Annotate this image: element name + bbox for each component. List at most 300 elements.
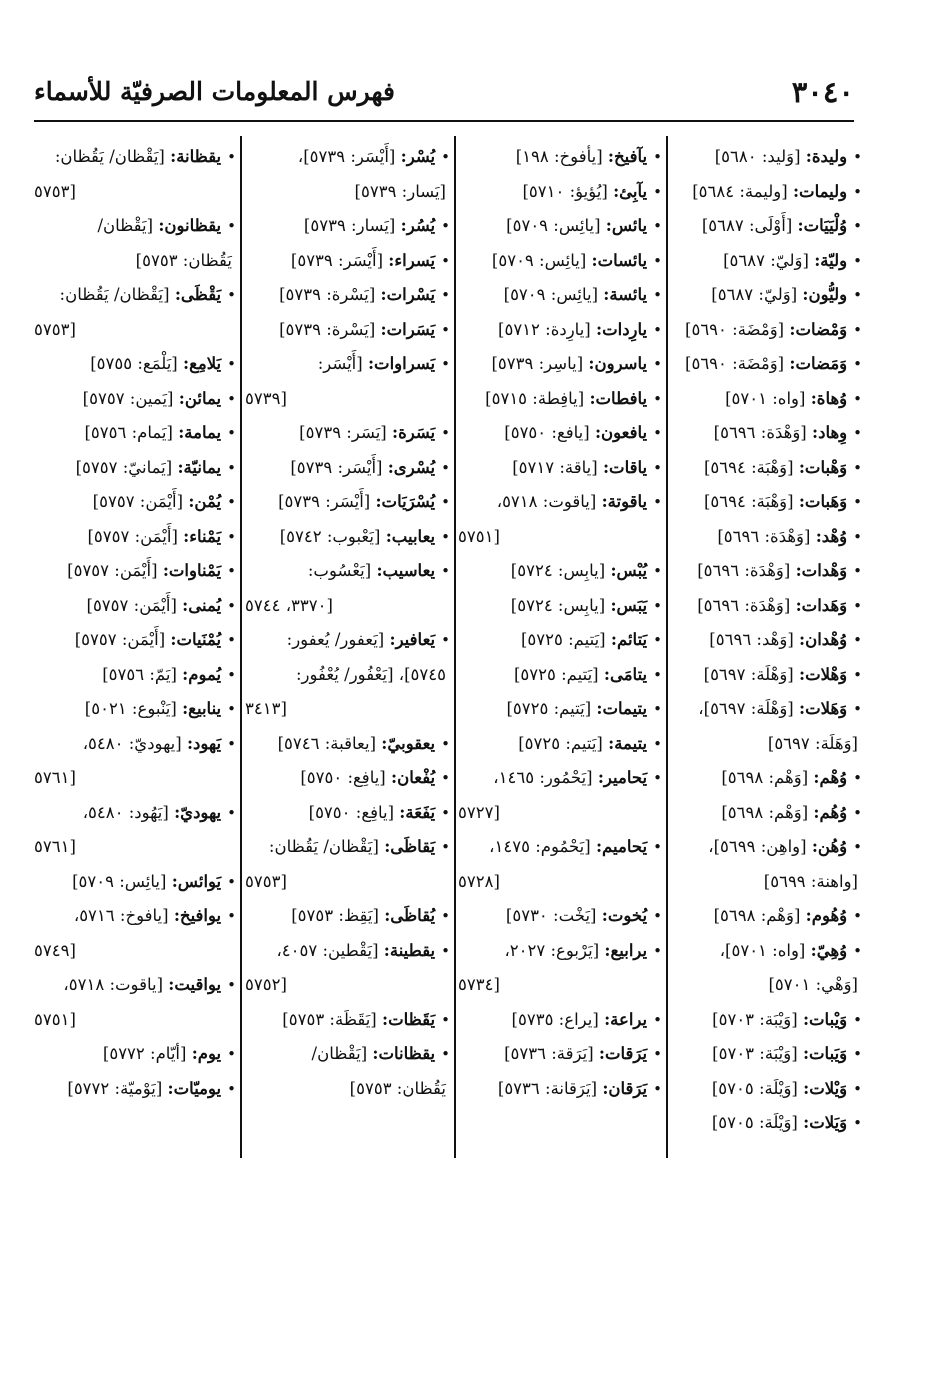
entry-term: يُخوت: (601, 906, 648, 925)
entry-term: وليُّون: (802, 285, 848, 304)
entry-term: يَقْظَى: (174, 285, 222, 304)
entry-term: يُفْعان: (391, 768, 436, 787)
entry-term: يعاسيب: (376, 561, 436, 580)
index-entry (34, 209, 236, 244)
bullet-icon: • (653, 182, 662, 201)
entry-reference: [وَهْم: ٥٦٩٨] (713, 906, 801, 925)
bullet-icon: • (227, 1079, 236, 1098)
entry-term: يَعافير: (389, 630, 436, 649)
entry-term: يَتائم: (610, 630, 648, 649)
entry-reference: [يَعفور/ يُعفور: (286, 630, 385, 649)
entry-reference: [وَمْضَة: ٥٦٩٠] (685, 354, 785, 373)
entry-reference: [أَيْمَن: ٥٧٥٧] (92, 492, 184, 511)
index-entry (458, 485, 662, 520)
index-entry (458, 692, 662, 727)
entry-reference: [يائِس: ٥٧٠٩] (503, 285, 599, 304)
entry-reference: [يَمانيّ: ٥٧٥٧] (75, 457, 173, 477)
entry-term: يمانيّة: (177, 457, 222, 477)
bullet-icon: • (441, 493, 450, 511)
entry-reference: [أَيْمَن: ٥٧٥٧] (74, 630, 166, 649)
index-entry (670, 244, 862, 279)
entry-term: يَسراوات: (367, 354, 436, 373)
bullet-icon: • (653, 458, 662, 477)
index-entry (670, 416, 862, 451)
bullet-icon: • (653, 424, 662, 442)
bullet-icon: • (853, 527, 862, 546)
bullet-icon: • (441, 907, 450, 925)
index-entry (670, 175, 862, 210)
entry-reference: [وَيْبَة: ٥٧٠٣] (712, 1009, 798, 1029)
entry-reference: [وَليد: ٥٦٨٠] (714, 147, 801, 166)
bullet-icon: • (441, 1045, 450, 1063)
entry-term: يَوائس: (171, 871, 222, 891)
entry-term: يائس: (605, 216, 648, 235)
entry-reference: [يَوْميّة: ٥٧٧٢] (67, 1078, 163, 1098)
entry-term: يقظانة: (170, 147, 222, 166)
entry-term: يوميّات: (167, 1078, 222, 1098)
entry-reference: [وَيْبَة: ٥٧٠٣] (712, 1044, 798, 1063)
entry-term: يَسْرات: (380, 285, 436, 304)
bullet-icon: • (441, 769, 450, 787)
entry-reference: [يَسْرة: ٥٧٣٩] (279, 285, 376, 304)
bullet-icon: • (441, 320, 450, 339)
entry-continuation: ٥٧٦١] (34, 768, 76, 787)
entry-term: وليمات: (792, 181, 848, 201)
entry-reference: [يهوديّ: ٥٤٨٠، (82, 733, 182, 753)
bullet-icon: • (853, 493, 862, 511)
entry-term: يَسَرات: (380, 319, 436, 339)
index-entry (34, 968, 236, 1003)
bullet-icon: • (653, 1010, 662, 1029)
entry-reference: [يَتيم: ٥٧٢٥] (520, 630, 606, 649)
entry-term: وليّة: (814, 250, 848, 270)
entry-reference: [يافع: ٥٧٥٠] (504, 423, 590, 442)
entry-term: يائسة: (603, 285, 648, 304)
entry-term: يائسات: (591, 250, 648, 270)
entry-reference: [يارِدة: ٥٧١٢] (498, 319, 591, 339)
bullet-icon: • (853, 182, 862, 201)
index-entry (245, 520, 450, 555)
column-divider (666, 136, 668, 1158)
entry-term: يقطينة: (383, 940, 436, 960)
bullet-icon: • (653, 665, 662, 684)
entry-term: وَهَدات: (795, 595, 848, 615)
index-entry (670, 451, 862, 486)
entry-term: ياقات: (602, 457, 648, 477)
entry-term: يَقَظات: (382, 1009, 436, 1029)
entry-reference: [أيّام: ٥٧٧٢] (102, 1044, 187, 1063)
index-column-3 (245, 140, 450, 1150)
entry-term: يقظانون: (158, 216, 222, 235)
entry-reference: [يعاقبة: ٥٧٤٦] (277, 733, 377, 753)
entry-term: وَمْضات: (789, 319, 848, 339)
bullet-icon: • (227, 907, 236, 925)
index-entry (34, 658, 236, 693)
bullet-icon: • (853, 665, 862, 684)
index-entry (245, 796, 450, 831)
bullet-icon: • (853, 1114, 862, 1132)
index-column-4 (34, 140, 236, 1150)
entry-reference: [أَيْمَن: ٥٧٥٧] (87, 526, 178, 546)
index-entry (458, 347, 662, 382)
index-entry (34, 796, 236, 831)
index-entry (34, 382, 236, 417)
entry-term: يَرَقات: (598, 1044, 648, 1063)
index-entry (458, 209, 662, 244)
entry-reference: [يَرْبوع: ٢٠٢٧، (504, 940, 600, 960)
bullet-icon: • (853, 458, 862, 477)
index-entry (245, 140, 450, 175)
bullet-icon: • (653, 838, 662, 856)
index-entry (34, 416, 236, 451)
entry-term: يتامَى: (603, 664, 648, 684)
bullet-icon: • (853, 838, 862, 856)
index-entry (34, 623, 236, 658)
index-entry (458, 1072, 662, 1107)
entry-continuation: [وَهْي: ٥٧٠١] (768, 975, 858, 994)
entry-reference: [أَيْسَر: ٥٧٣٩] (278, 492, 371, 511)
index-entry (245, 416, 450, 451)
index-entry (34, 278, 236, 313)
index-entry (458, 1003, 662, 1038)
index-entry (245, 830, 450, 865)
entry-reference: [يَقِظ: ٥٧٥٣] (291, 906, 379, 925)
entry-term: يُسْرى: (387, 457, 436, 477)
index-entry (670, 313, 862, 348)
entry-reference: [يَقْظان/ يَقُظان: (54, 147, 165, 166)
column-divider (454, 136, 456, 1158)
bullet-icon: • (653, 769, 662, 787)
entry-reference: [يَسْرة: ٥٧٣٩] (279, 319, 376, 339)
index-entry (670, 554, 862, 589)
index-entry (670, 1037, 862, 1072)
entry-reference: [وَهْدَة: ٥٦٩٦] (717, 526, 811, 546)
bullet-icon: • (853, 424, 862, 442)
entry-term: يُسُر: (400, 216, 436, 235)
entry-reference: [يَقْظان/ يَقُظان: (59, 285, 170, 304)
entry-term: وَيْلات: (803, 1078, 848, 1098)
entry-continuation: ٥٧٢٨] (458, 871, 500, 891)
entry-term: وُهْد: (815, 526, 848, 546)
index-entry (458, 416, 662, 451)
bullet-icon: • (441, 424, 450, 442)
entry-term: يُسْر: (400, 147, 436, 166)
entry-continuation: ٥٧٥١] (458, 526, 500, 546)
entry-term: وُهْم: (813, 768, 848, 787)
entry-reference: [وَهْد: ٥٦٩٦] (709, 630, 794, 649)
entry-reference: [وَهْم: ٥٦٩٨] (721, 802, 809, 822)
entry-term: وُهُوم: (805, 906, 848, 925)
entry-reference: [واه: ٥٧٠١] (725, 388, 806, 408)
page-title: فهرس المعلومات الصرفيّة للأسماء (34, 77, 395, 106)
index-entry (458, 175, 662, 210)
entry-reference: [يَعْسُوب: (307, 561, 372, 580)
entry-continuation: ٥٧٤٩] (34, 940, 76, 960)
entry-term: وِهاد: (812, 423, 848, 442)
bullet-icon: • (227, 562, 236, 580)
entry-term: يَمْناء: (183, 526, 222, 546)
entry-reference: [يائِس: ٥٧٠٩] (72, 871, 167, 891)
entry-term: وَيَلات: (803, 1113, 848, 1132)
entry-reference: [ياقوت: ٥٧١٨، (63, 975, 164, 994)
entry-reference: [يَخْت: ٥٧٣٠] (505, 906, 597, 925)
bullet-icon: • (653, 562, 662, 580)
bullet-icon: • (441, 527, 450, 546)
entry-reference: [يَرَقة: ٥٧٣٦] (504, 1044, 594, 1063)
bullet-icon: • (853, 941, 862, 960)
entry-term: وَهَلات: (799, 699, 848, 718)
bullet-icon: • (441, 355, 450, 373)
column-divider (240, 136, 242, 1158)
index-entry (670, 140, 862, 175)
bullet-icon: • (441, 286, 450, 304)
bullet-icon: • (853, 596, 862, 615)
entry-term: يَحامير: (597, 768, 648, 787)
entry-term: يافعون: (594, 423, 648, 442)
index-entry (34, 485, 236, 520)
entry-reference: [يَرَقانة: ٥٧٣٦] (497, 1078, 598, 1098)
entry-continuation: ٥٧٥١] (34, 1009, 76, 1029)
entry-reference: [وَهْبَة: ٥٦٩٤] (703, 492, 794, 511)
entry-reference: [ياقوت: ٥٧١٨، (496, 492, 597, 511)
index-entry (245, 209, 450, 244)
entry-term: يواقيت: (168, 975, 222, 994)
index-entry (458, 623, 662, 658)
index-entry (458, 554, 662, 589)
entry-continuation: ٥٧٥٣] (245, 871, 287, 891)
entry-reference: [يافِع: ٥٧٥٠] (300, 768, 386, 787)
index-entry (458, 899, 662, 934)
bullet-icon: • (853, 769, 862, 787)
entry-term: يَلامِع: (182, 354, 222, 373)
bullet-icon: • (441, 562, 450, 580)
entry-term: وَيَبات: (802, 1044, 848, 1063)
entry-term: يرابيع: (604, 940, 648, 960)
index-entry (670, 830, 862, 865)
entry-term: ينابيع: (182, 699, 222, 718)
entry-continuation: ٣٤١٣] (245, 699, 287, 718)
entry-continuation: ٥٧٣٩] (245, 388, 287, 408)
page-number: ٣٠٤٠ (791, 75, 854, 109)
index-entry (458, 140, 662, 175)
entry-reference: [وَمْضَة: ٥٦٩٠] (685, 319, 785, 339)
entry-continuation: ٥٧٥٣] (34, 319, 76, 339)
bullet-icon: • (441, 941, 450, 960)
index-entry (34, 140, 236, 175)
bullet-icon: • (653, 1079, 662, 1098)
index-entry (670, 623, 862, 658)
index-entry (670, 1072, 862, 1107)
bullet-icon: • (653, 1045, 662, 1063)
entry-term: يقظانات: (372, 1044, 436, 1063)
entry-term: وُهُن: (811, 837, 848, 856)
entry-reference: [واهِن: ٥٦٩٩]، (708, 837, 807, 856)
index-entry (245, 347, 450, 382)
bullet-icon: • (227, 389, 236, 408)
index-entry (670, 209, 862, 244)
bullet-icon: • (441, 631, 450, 649)
entry-reference: [أَيْسَر: (317, 354, 363, 373)
index-column-1 (670, 140, 862, 1150)
bullet-icon: • (653, 251, 662, 270)
bullet-icon: • (853, 631, 862, 649)
entry-term: يراعة: (604, 1009, 648, 1029)
index-entry (458, 589, 662, 624)
bullet-icon: • (441, 1010, 450, 1029)
index-entry (458, 761, 662, 796)
index-entry (245, 727, 450, 762)
index-entry (458, 382, 662, 417)
index-entry (34, 554, 236, 589)
index-entry (458, 244, 662, 279)
index-entry (34, 865, 236, 900)
entry-term: يَفَعَة: (399, 802, 436, 822)
index-entry (670, 1106, 862, 1141)
entry-term: يهوديّ: (174, 802, 222, 822)
entry-term: يَبَس: (610, 595, 648, 615)
entry-term: يَرَقان: (602, 1078, 648, 1098)
bullet-icon: • (227, 424, 236, 442)
entry-term: وَيْبات: (802, 1009, 848, 1029)
index-entry (670, 382, 862, 417)
entry-term: وُهُم: (813, 802, 848, 822)
entry-reference: [يَعْبوب: ٥٧٤٢] (279, 526, 381, 546)
entry-reference: [يَتيم: ٥٧٢٥] (506, 699, 592, 718)
bullet-icon: • (227, 493, 236, 511)
entry-continuation: ٥٧٥٣] (34, 181, 76, 201)
index-entry (34, 589, 236, 624)
entry-reference: [ياقة: ٥٧١٧] (512, 457, 598, 477)
bullet-icon: • (227, 527, 236, 546)
entry-reference: [يأفوخ: ١٩٨] (515, 147, 603, 166)
index-entry (670, 692, 862, 727)
index-entry (670, 934, 862, 969)
index-entry (34, 1037, 236, 1072)
entry-term: يَسراء: (388, 250, 436, 270)
entry-term: وُلْيَيَات: (797, 216, 848, 235)
entry-term: يَسَرة: (391, 423, 436, 442)
entry-reference: [يَحْمُور: ١٤٦٥، (493, 768, 593, 787)
entry-reference: [يَقْظان/ يَقُظان: (268, 837, 379, 856)
entry-reference: [يَسار: ٥٧٣٩] (303, 216, 396, 235)
index-entry (34, 899, 236, 934)
entry-continuation: ٥٧٣٤] (458, 975, 500, 994)
header-rule (34, 120, 854, 122)
bullet-icon: • (853, 286, 862, 304)
index-entry (34, 1072, 236, 1107)
entry-term: يتيمات: (596, 699, 648, 718)
bullet-icon: • (653, 493, 662, 511)
bullet-icon: • (227, 596, 236, 615)
index-entry (670, 485, 862, 520)
entry-term: يعابيب: (385, 526, 436, 546)
entry-continuation: ٥٧٤٥]، [يَعْفُور/ يُعْفُور: (295, 664, 446, 684)
entry-reference: [أَوْلَى: ٥٦٨٧] (701, 216, 793, 235)
entry-reference: [وَهْدَة: ٥٦٩٦] (697, 595, 791, 615)
entry-reference: [وَيْلَة: ٥٧٠٥] (711, 1113, 798, 1132)
entry-term: وَهْبات: (798, 457, 848, 477)
bullet-icon: • (441, 734, 450, 753)
entry-term: يَهود: (186, 733, 222, 753)
bullet-icon: • (653, 217, 662, 235)
bullet-icon: • (441, 803, 450, 822)
bullet-icon: • (653, 700, 662, 718)
bullet-icon: • (227, 734, 236, 753)
bullet-icon: • (853, 1045, 862, 1063)
bullet-icon: • (853, 562, 862, 580)
entry-term: وَهَبات: (798, 492, 848, 511)
index-entry (670, 761, 862, 796)
entry-term: ياقوتة: (601, 492, 648, 511)
entry-reference: [وَهْم: ٥٦٩٨] (721, 768, 809, 787)
bullet-icon: • (653, 631, 662, 649)
entry-term: يوم: (191, 1044, 222, 1063)
index-entry (458, 313, 662, 348)
entry-reference: [يَمام: ٥٧٥٦] (84, 423, 173, 442)
entry-reference: [يَتيم: ٥٧٢٥] (513, 664, 599, 684)
entry-term: وُهاة: (810, 388, 848, 408)
index-entry (245, 485, 450, 520)
index-entry (670, 899, 862, 934)
index-entry (245, 899, 450, 934)
entry-reference: [وَليّ: ٥٦٨٧] (711, 285, 798, 304)
bullet-icon: • (853, 1079, 862, 1098)
index-entry (670, 347, 862, 382)
entry-reference: [وَليّ: ٥٦٨٧] (723, 250, 809, 270)
bullet-icon: • (653, 941, 662, 960)
entry-reference: [يَتيم: ٥٧٢٥] (518, 733, 603, 753)
entry-continuation: ٣٣٧٠، ٥٧٤٤] (245, 595, 333, 615)
entry-reference: [وليمة: ٥٦٨٤] (692, 181, 788, 201)
entry-continuation: ٥٧٥٢] (245, 975, 287, 994)
index-entry (34, 347, 236, 382)
entry-reference: [يَنْبوع: ٥٠٢١] (84, 699, 177, 718)
index-entry (670, 589, 862, 624)
index-entry (458, 934, 662, 969)
bullet-icon: • (853, 803, 862, 822)
bullet-icon: • (227, 803, 236, 822)
bullet-icon: • (441, 251, 450, 270)
entry-reference: [يَقْظان/ (97, 216, 154, 235)
entry-term: يُبْس: (610, 561, 648, 580)
bullet-icon: • (227, 872, 236, 891)
entry-term: يَمْناوات: (162, 561, 222, 580)
bullet-icon: • (653, 596, 662, 615)
entry-term: يَقاظَى: (384, 837, 436, 856)
entry-reference: [أَيْسَر: ٥٧٣٩] (290, 250, 384, 270)
index-entry (245, 623, 450, 658)
entry-reference: [أَيْمَن: ٥٧٥٧] (67, 561, 158, 580)
entry-term: وليدة: (805, 147, 848, 166)
entry-term: وَهْدات: (795, 561, 848, 580)
bullet-icon: • (227, 1045, 236, 1063)
entry-term: وُهِيّ: (810, 940, 848, 960)
entry-reference: [وَيْلَة: ٥٧٠٥] (711, 1078, 798, 1098)
bullet-icon: • (853, 907, 862, 925)
entry-continuation: [وَهَلَة: ٥٦٩٧] (767, 733, 858, 753)
entry-term: يتيمة: (608, 733, 648, 753)
index-entry (670, 1003, 862, 1038)
entry-reference: [يَقَظَة: ٥٧٥٣] (282, 1009, 377, 1029)
entry-term: يُسْرَيَات: (375, 492, 436, 511)
bullet-icon: • (653, 148, 662, 166)
entry-term: وَهْلات: (799, 664, 848, 684)
entry-term: يُمنى: (182, 595, 222, 615)
bullet-icon: • (441, 838, 450, 856)
entry-reference: [يُؤيؤ: ٥٧١٠] (522, 181, 608, 201)
entry-term: وَمَضات: (789, 354, 848, 373)
entry-reference: [يَسَر: ٥٧٣٩] (299, 423, 387, 442)
